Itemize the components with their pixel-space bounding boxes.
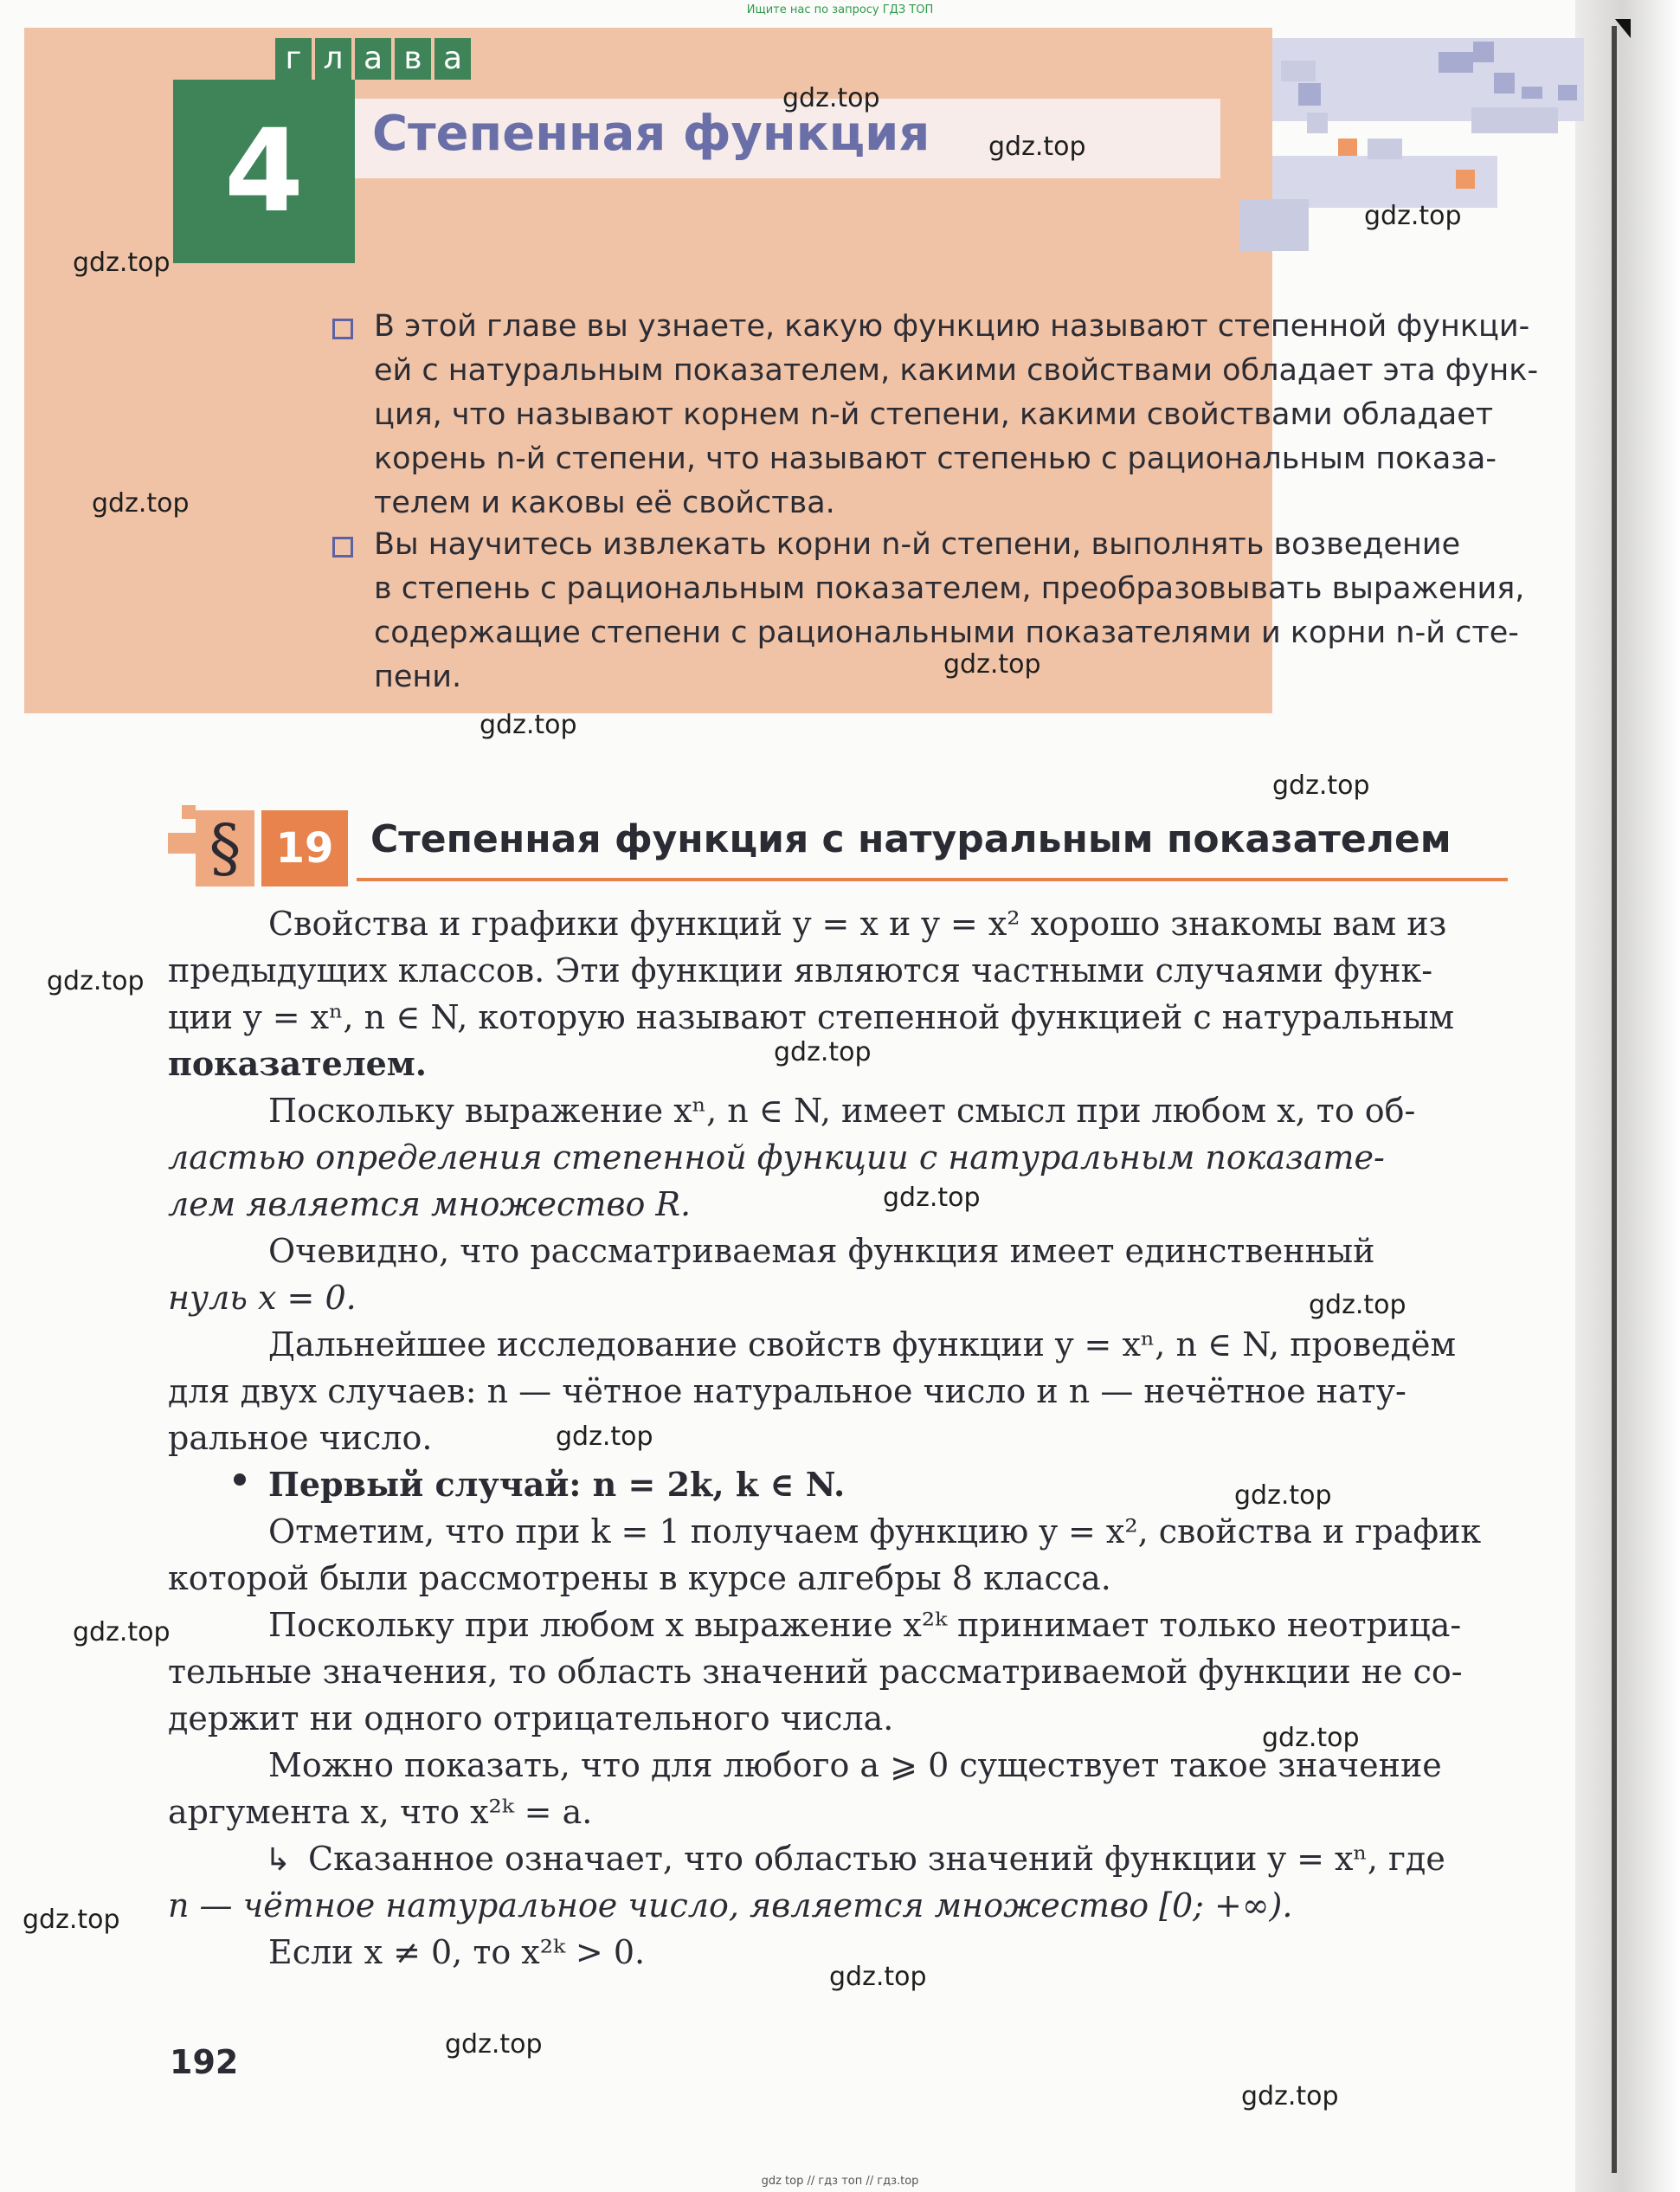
paragraph-sign-icon: § [196, 810, 254, 886]
watermark: gdz.top [1262, 1723, 1360, 1753]
page-number: 192 [170, 2043, 239, 2081]
body-line: аргумента x, что x²ᵏ = a. [168, 1793, 593, 1831]
intro-line: в степень с рациональным показателем, преобразовывать выражения, [374, 571, 1525, 606]
body-line: ластью определения степенной функции с натуральным показате- [168, 1138, 1385, 1177]
body-line: Поскольку при любом x выражение x²ᵏ принимает только неотрица- [268, 1606, 1462, 1644]
square-bullet-icon [332, 537, 353, 558]
intro-line: телем и каковы её свойства. [374, 486, 835, 520]
chapter-title: Степенная функция [372, 106, 930, 162]
watermark: gdz.top [829, 1962, 927, 1992]
body-line: держит ни одного отрицательного числа. [168, 1699, 894, 1737]
pointing-arrow-icon: ↳ [265, 1842, 292, 1878]
intro-line: Вы научитесь извлекать корни n-й степени, выполнять возведение [374, 527, 1461, 562]
chapter-label-letter: л [315, 38, 351, 80]
section-title: Степенная функция с натуральным показателем [370, 817, 1451, 861]
body-line: Свойства и графики функций y = x и y = x² хорошо знакомы вам из [268, 905, 1447, 943]
body-line: Дальнейшее исследование свойств функции y = xⁿ, n ∈ N, проведём [268, 1325, 1457, 1364]
top-banner: Ищите нас по запросу ГДЗ ТОП [746, 3, 934, 16]
body-line: лем является множество R. [168, 1185, 692, 1223]
book-corner [1615, 19, 1631, 38]
watermark: gdz.top [480, 710, 577, 740]
body-line: Сказанное означает, что областью значений функции y = xⁿ, где [308, 1840, 1445, 1878]
chapter-label-letter: в [395, 38, 431, 80]
body-line: ции y = xⁿ, n ∈ N, которую называют степенной функцией с натуральным [168, 998, 1455, 1036]
watermark: gdz.top [1234, 1480, 1332, 1511]
chapter-label-letter: а [355, 38, 391, 80]
watermark: gdz.top [883, 1183, 981, 1213]
body-line: которой были рассмотрены в курсе алгебры 8 класса. [168, 1559, 1111, 1597]
intro-line: содержащие степени с рациональными показателями и корни n-й сте- [374, 616, 1519, 650]
body-line: ральное число. [168, 1419, 433, 1457]
body-line: n — чётное натуральное число, является множество [0; +∞). [168, 1886, 1293, 1924]
intro-line: ция, что называют корнем n-й степени, какими свойствами обладает [374, 397, 1494, 432]
intro-line: пени. [374, 660, 462, 694]
bottom-banner: gdz top // гдз топ // гдз.top [761, 2175, 919, 2188]
intro-line: В этой главе вы узнаете, какую функцию называют степенной функци- [374, 309, 1530, 344]
watermark: gdz.top [1241, 2081, 1339, 2111]
body-line: нуль x = 0. [168, 1279, 357, 1317]
body-line: Первый случай: n = 2k, k ∈ N. [268, 1465, 846, 1504]
body-line: для двух случаев: n — чётное натуральное число и n — нечётное нату- [168, 1372, 1406, 1410]
watermark: gdz.top [1272, 770, 1370, 801]
bullet-dot-icon [234, 1473, 246, 1486]
section-underline [357, 878, 1508, 881]
watermark: gdz.top [988, 132, 1086, 162]
body-line: Можно показать, что для любого a ⩾ 0 существует такое значение [268, 1746, 1442, 1784]
page-edge-shadow [1575, 0, 1680, 2192]
watermark: gdz.top [73, 1617, 171, 1647]
chapter-label-letter: г [275, 38, 312, 80]
body-line: Очевидно, что рассматриваемая функция имеет единственный [268, 1232, 1375, 1270]
watermark: gdz.top [445, 2029, 543, 2060]
intro-paragraph-learn [374, 305, 1539, 525]
watermark: gdz.top [782, 83, 880, 113]
body-line: тельные значения, то область значений рассматриваемой функции не со- [168, 1653, 1463, 1691]
body-line: предыдущих классов. Эти функции являются частными случаями функ- [168, 951, 1433, 990]
watermark: gdz.top [47, 966, 145, 996]
body-line: Если x ≠ 0, то x²ᵏ > 0. [268, 1933, 646, 1971]
section-number: 19 [261, 810, 348, 886]
chapter-label-letter: а [434, 38, 471, 80]
watermark: gdz.top [73, 248, 171, 278]
body-line: Отметим, что при k = 1 получаем функцию y = x², свойства и график [268, 1512, 1482, 1551]
watermark: gdz.top [556, 1422, 653, 1452]
body-line: показателем. [168, 1044, 428, 1083]
book-spine [1612, 26, 1617, 2173]
body-line: Поскольку выражение xⁿ, n ∈ N, имеет смысл при любом x, то об- [268, 1092, 1416, 1130]
watermark: gdz.top [943, 649, 1041, 680]
watermark: gdz.top [23, 1905, 120, 1935]
watermark: gdz.top [774, 1037, 872, 1067]
intro-line: ей с натуральным показателем, какими свойствами обладает эта функ- [374, 353, 1539, 388]
section-decoration [168, 833, 196, 854]
section-decoration [182, 805, 196, 819]
watermark: gdz.top [92, 488, 190, 519]
intro-line: корень n-й степени, что называют степенью с рациональным показа- [374, 442, 1497, 476]
watermark: gdz.top [1364, 201, 1462, 231]
watermark: gdz.top [1309, 1290, 1406, 1320]
chapter-number: 4 [173, 80, 355, 263]
square-bullet-icon [332, 319, 353, 339]
